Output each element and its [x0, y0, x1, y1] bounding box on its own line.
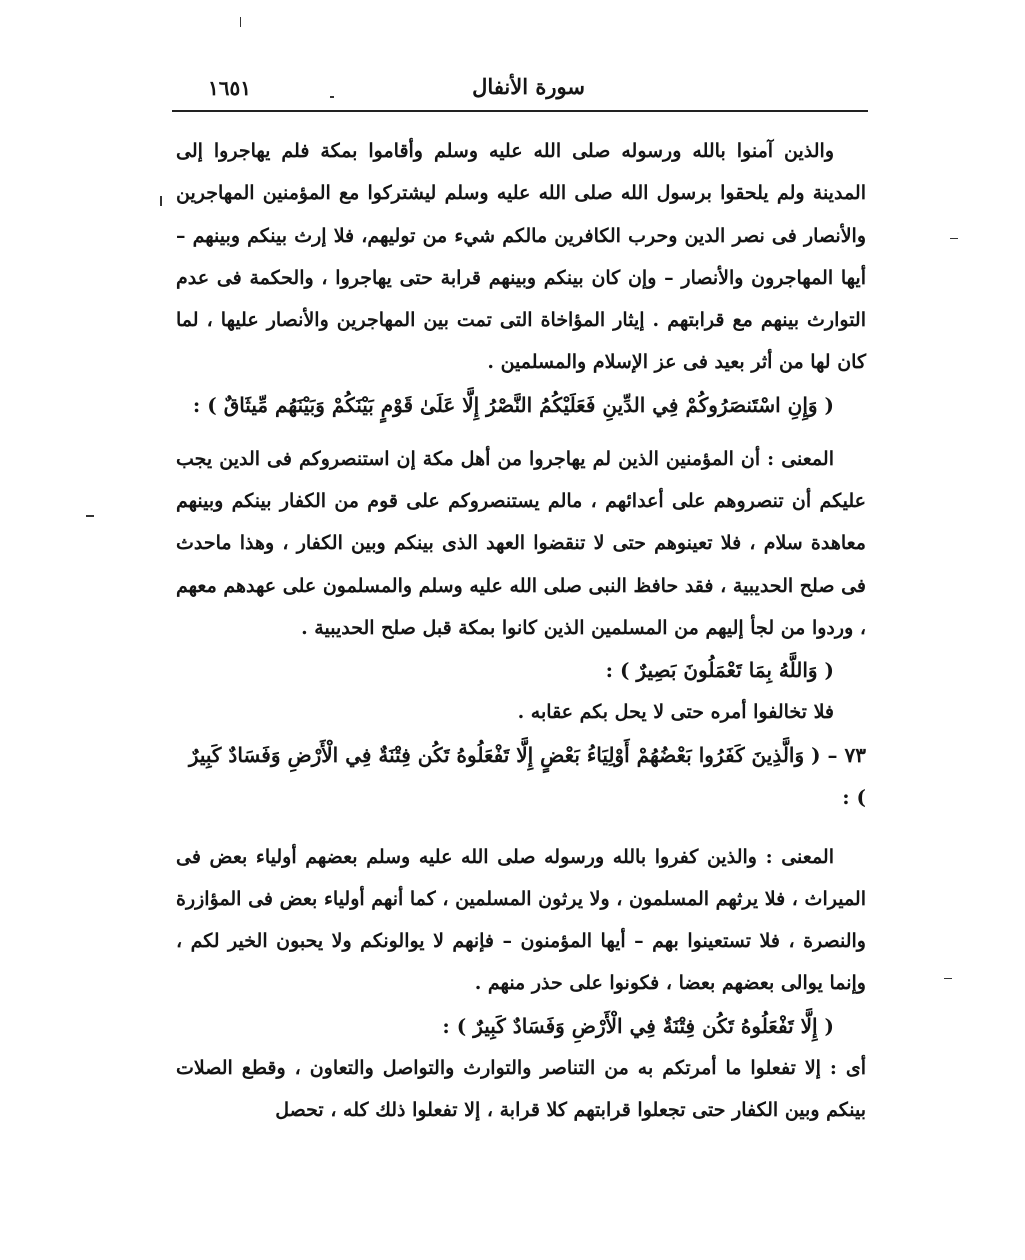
page-number: ١٦٥١ [208, 76, 251, 100]
scan-mark [330, 96, 334, 98]
quran-verse: ( إِلَّا تَفْعَلُوهُ تَكُن فِتْنَةٌ فِي الْأَرْضِ وَفَسَادٌ كَبِيرٌ ) : [442, 1013, 834, 1038]
commentary-paragraph: المعنى : والذين كفروا بالله ورسوله صلى الله عليه وسلم بعضهم أولياء بعض فى الميراث ، فلا يرثهم المسلمون ، ولا يرثون المسلمين ، كما أنهم أولياء بعض فى المؤازرة والنصرة ، فلا تستعينوا بهم – أيها المؤمنون – فإنهم لا يوالونكم ولا يحبون الخير لكم ، وإنما يوالى بعضهم بعضا ، فكونوا على حذر منهم . [176, 845, 866, 995]
commentary-paragraph: والذين آمنوا بالله ورسوله صلى الله عليه وسلم وأقاموا بمكة فلم يهاجروا إلى المدينة ولم يلحقوا برسول الله صلى الله عليه وسلم ليشتركوا مع المؤمنين المهاجرين والأنصار فى نصر الدين وحرب الكافرين مالكم شيء من توليهم، فلا إرث بينكم وبينهم – أيها المهاجرون والأنصار – وإن كان بينكم وبينهم قرابة حتى يهاجروا ، والحكمة فى عدم التوارث بينهم مع قرابتهم . إيثار المؤاخاة التى تمت بين المهاجرين والأنصار عليها ، لما كان لها من أثر بعيد فى عز الإسلام والمسلمين . [176, 140, 867, 374]
scan-mark [950, 238, 958, 239]
scan-mark [240, 17, 241, 27]
scan-mark [86, 515, 94, 517]
page-header [170, 72, 870, 106]
surah-title: سورة الأنفال [472, 74, 585, 99]
header-rule [172, 110, 868, 112]
scan-mark [944, 978, 952, 979]
commentary-paragraph: المعنى : أن المؤمنين الذين لم يهاجروا من أهل مكة إن استنصروكم فى الدين يجب عليكم أن تنصروهم على أعدائهم ، مالم يستنصروكم على قوم من الكفار بينكم وبينهم معاهدة سلام ، فلا تعينوهم حتى لا تنقضوا العهد الذى بينكم وبين الكفار ، وهذا ماحدث فى صلح الحديبية ، فقد حافظ النبى صلى الله عليه وسلم والمسلمون على عهدهم معهم ، وردوا من لجأ إليهم من المسلمين الذين كانوا بمكة قبل صلح الحديبية . [176, 447, 866, 639]
scan-mark [160, 196, 162, 206]
spacer [176, 426, 866, 438]
commentary-paragraph: فلا تخالفوا أمره حتى لا يحل بكم عقابه . [517, 701, 834, 724]
page-body [176, 130, 866, 1131]
quran-verse: ( وَاللَّهُ بِمَا تَعْمَلُونَ بَصِيرٌ ) : [605, 658, 834, 683]
quran-verse: ( وَإِنِ اسْتَنصَرُوكُمْ فِي الدِّينِ فَعَلَيْكُمُ النَّصْرُ إِلَّا عَلَىٰ قَوْمٍ بَيْنَكُمْ وَبَيْنَهُم مِّيثَاقٌ ) : [192, 392, 834, 417]
quran-verse-numbered: ٧٣ – ( وَالَّذِينَ كَفَرُوا بَعْضُهُمْ أَوْلِيَاءُ بَعْضٍ إِلَّا تَفْعَلُوهُ تَكُن فِتْنَةٌ فِي الْأَرْضِ وَفَسَادٌ كَبِيرٌ ) : [188, 742, 866, 809]
commentary-paragraph: أى : إلا تفعلوا ما أمرتكم به من التناصر والتوارث والتواصل والتعاون ، وقطع الصلات بينكم وبين الكفار حتى تجعلوا قرابتهم كلا قرابة ، إلا تفعلوا ذلك كله ، تحصل [176, 1056, 866, 1122]
spacer [176, 818, 866, 836]
